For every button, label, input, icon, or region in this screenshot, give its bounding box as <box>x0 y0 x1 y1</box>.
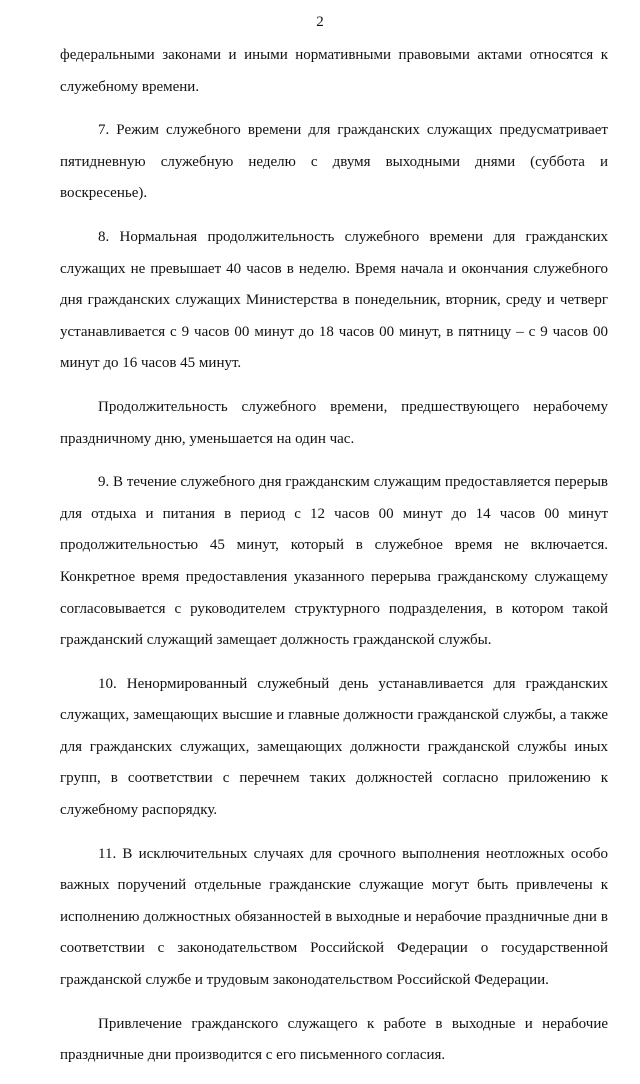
paragraph-10-irregular-day: 10. Ненормированный служебный день устанавливается для гражданских служащих, замещающих высшие и главные должности гражданской службы, а также для гражданских служащих, замещающих должности гражданской службы иных групп, в соответствии с перечнем таких должностей согласно приложению к служебному распорядку. <box>60 675 608 819</box>
paragraph-9-break: 9. В течение служебного дня гражданским служащим предоставляется перерыв для отдыха и питания в период с 12 часов 00 минут до 14 часов 00 минут продолжительностью 45 минут, который в служебное время не включается. Конкретное время предоставления указанного перерыва гражданскому служащему согласовывается с руководителем структурного подразделения, в котором такой гражданский служащий замещает должность гражданской службы. <box>60 474 608 649</box>
page-number: 2 <box>316 14 324 30</box>
paragraph-8-working-hours: 8. Нормальная продолжительность служебного времени для гражданских служащих не превышает 40 часов в неделю. Время начала и окончания служебного дня гражданских служащих Министерства в понедельник, вторник, среду и четверг устанавливается с 9 часов 00 минут до 18 часов 00 минут, в пятницу – с 9 часов 00 минут до 16 часов 45 минут. <box>60 228 608 372</box>
paragraph-continuation: федеральными законами и иными нормативными правовыми актами относятся к служебному времени. <box>60 47 608 95</box>
paragraph-pre-holiday: Продолжительность служебного времени, предшествующего нерабочему праздничному дню, уменьшается на один час. <box>60 398 608 447</box>
paragraph-7-work-regime: 7. Режим служебного времени для гражданских служащих предусматривает пятидневную служебную неделю с двумя выходными днями (суббота и воскресенье). <box>60 122 608 202</box>
document-body <box>60 40 608 1084</box>
paragraph-consent: Привлечение гражданского служащего к работе в выходные и нерабочие праздничные дни производится с его письменного согласия. <box>60 1015 608 1064</box>
paragraph-11-exceptional-cases: 11. В исключительных случаях для срочного выполнения неотложных особо важных поручений отдельные гражданские служащие могут быть привлечены к исполнению должностных обязанностей в выходные и нерабочие праздничные дни в соответствии с законодательством Российской Федерации о государственной гражданской службе и трудовым законодательством Российской Федерации. <box>60 845 608 989</box>
